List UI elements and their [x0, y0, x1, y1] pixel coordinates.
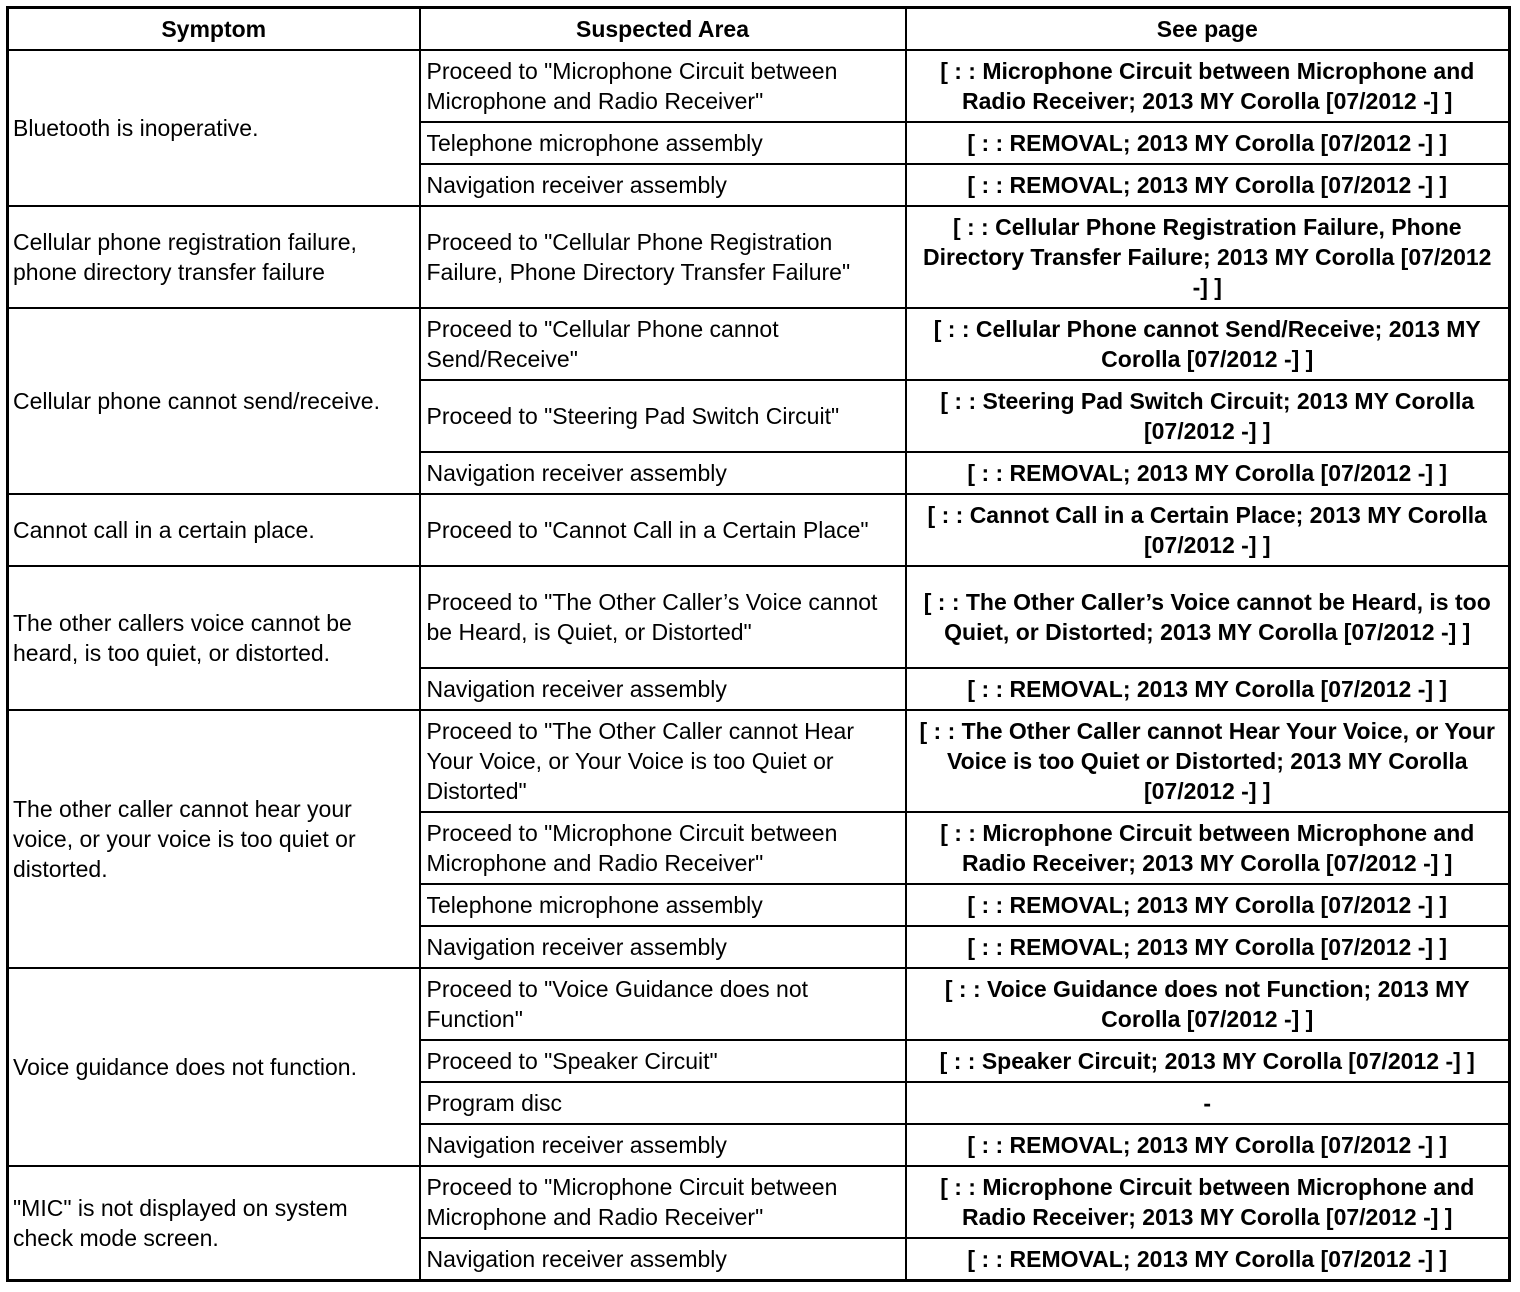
- suspected-area-cell: Proceed to "Microphone Circuit between Microphone and Radio Receiver": [420, 812, 906, 884]
- header-see-page: See page: [906, 8, 1510, 50]
- see-page-link: -: [906, 1082, 1510, 1124]
- see-page-link[interactable]: [ : : REMOVAL; 2013 MY Corolla [07/2012 -] ]: [906, 884, 1510, 926]
- suspected-area-cell: Proceed to "The Other Caller’s Voice cannot be Heard, is Quiet, or Distorted": [420, 566, 906, 668]
- table-row: [8, 206, 1510, 308]
- suspected-area-cell: Telephone microphone assembly: [420, 122, 906, 164]
- table-row: [8, 710, 1510, 812]
- see-page-link[interactable]: [ : : Cellular Phone Registration Failure, Phone Directory Transfer Failure; 2013 MY Corolla [07/2012 -] ]: [906, 206, 1510, 308]
- symptom-cell: The other caller cannot hear your voice, or your voice is too quiet or distorted.: [8, 710, 420, 968]
- symptom-cell: Bluetooth is inoperative.: [8, 50, 420, 206]
- see-page-link[interactable]: [ : : REMOVAL; 2013 MY Corolla [07/2012 -] ]: [906, 1124, 1510, 1166]
- see-page-link[interactable]: [ : : REMOVAL; 2013 MY Corolla [07/2012 -] ]: [906, 668, 1510, 710]
- see-page-link[interactable]: [ : : REMOVAL; 2013 MY Corolla [07/2012 -] ]: [906, 164, 1510, 206]
- see-page-link[interactable]: [ : : Cannot Call in a Certain Place; 2013 MY Corolla [07/2012 -] ]: [906, 494, 1510, 566]
- suspected-area-cell: Navigation receiver assembly: [420, 926, 906, 968]
- see-page-link[interactable]: [ : : Microphone Circuit between Microphone and Radio Receiver; 2013 MY Corolla [07/2012 -] ]: [906, 50, 1510, 122]
- suspected-area-cell: Proceed to "Microphone Circuit between Microphone and Radio Receiver": [420, 50, 906, 122]
- see-page-link[interactable]: [ : : Steering Pad Switch Circuit; 2013 MY Corolla [07/2012 -] ]: [906, 380, 1510, 452]
- suspected-area-cell: Navigation receiver assembly: [420, 164, 906, 206]
- suspected-area-cell: Program disc: [420, 1082, 906, 1124]
- suspected-area-cell: Proceed to "Cellular Phone Registration Failure, Phone Directory Transfer Failure": [420, 206, 906, 308]
- table-row: [8, 968, 1510, 1040]
- suspected-area-cell: Proceed to "Speaker Circuit": [420, 1040, 906, 1082]
- suspected-area-cell: Proceed to "Steering Pad Switch Circuit": [420, 380, 906, 452]
- suspected-area-cell: Proceed to "The Other Caller cannot Hear Your Voice, or Your Voice is too Quiet or Distorted": [420, 710, 906, 812]
- table-row: [8, 1166, 1510, 1238]
- suspected-area-cell: Navigation receiver assembly: [420, 1124, 906, 1166]
- see-page-link[interactable]: [ : : The Other Caller’s Voice cannot be Heard, is too Quiet, or Distorted; 2013 MY Corolla [07/2012 -] ]: [906, 566, 1510, 668]
- see-page-link[interactable]: [ : : Voice Guidance does not Function; 2013 MY Corolla [07/2012 -] ]: [906, 968, 1510, 1040]
- symptom-cell: Cellular phone cannot send/receive.: [8, 308, 420, 494]
- suspected-area-cell: Navigation receiver assembly: [420, 1238, 906, 1281]
- see-page-link[interactable]: [ : : REMOVAL; 2013 MY Corolla [07/2012 -] ]: [906, 926, 1510, 968]
- suspected-area-cell: Proceed to "Cellular Phone cannot Send/Receive": [420, 308, 906, 380]
- symptom-cell: Voice guidance does not function.: [8, 968, 420, 1166]
- suspected-area-cell: Navigation receiver assembly: [420, 452, 906, 494]
- see-page-link[interactable]: [ : : Cellular Phone cannot Send/Receive; 2013 MY Corolla [07/2012 -] ]: [906, 308, 1510, 380]
- suspected-area-cell: Telephone microphone assembly: [420, 884, 906, 926]
- table-row: [8, 566, 1510, 668]
- see-page-link[interactable]: [ : : The Other Caller cannot Hear Your Voice, or Your Voice is too Quiet or Distorted; 2013 MY Corolla [07/2012 -] ]: [906, 710, 1510, 812]
- table-row: [8, 50, 1510, 122]
- table-body: [8, 50, 1510, 1281]
- header-suspected-area: Suspected Area: [420, 8, 906, 50]
- problem-symptoms-table-container: [6, 6, 1511, 1282]
- problem-symptoms-table: [6, 6, 1511, 1282]
- table-row: [8, 308, 1510, 380]
- suspected-area-cell: Proceed to "Cannot Call in a Certain Place": [420, 494, 906, 566]
- suspected-area-cell: Proceed to "Microphone Circuit between Microphone and Radio Receiver": [420, 1166, 906, 1238]
- symptom-cell: Cellular phone registration failure, phone directory transfer failure: [8, 206, 420, 308]
- symptom-cell: Cannot call in a certain place.: [8, 494, 420, 566]
- suspected-area-cell: Proceed to "Voice Guidance does not Function": [420, 968, 906, 1040]
- table-row: [8, 494, 1510, 566]
- header-row: [8, 8, 1510, 50]
- see-page-link[interactable]: [ : : REMOVAL; 2013 MY Corolla [07/2012 -] ]: [906, 452, 1510, 494]
- header-symptom: Symptom: [8, 8, 420, 50]
- see-page-link[interactable]: [ : : REMOVAL; 2013 MY Corolla [07/2012 -] ]: [906, 1238, 1510, 1281]
- symptom-cell: The other callers voice cannot be heard, is too quiet, or distorted.: [8, 566, 420, 710]
- see-page-link[interactable]: [ : : Microphone Circuit between Microphone and Radio Receiver; 2013 MY Corolla [07/2012 -] ]: [906, 1166, 1510, 1238]
- see-page-link[interactable]: [ : : Microphone Circuit between Microphone and Radio Receiver; 2013 MY Corolla [07/2012 -] ]: [906, 812, 1510, 884]
- symptom-cell: "MIC" is not displayed on system check mode screen.: [8, 1166, 420, 1281]
- see-page-link[interactable]: [ : : REMOVAL; 2013 MY Corolla [07/2012 -] ]: [906, 122, 1510, 164]
- see-page-link[interactable]: [ : : Speaker Circuit; 2013 MY Corolla [07/2012 -] ]: [906, 1040, 1510, 1082]
- suspected-area-cell: Navigation receiver assembly: [420, 668, 906, 710]
